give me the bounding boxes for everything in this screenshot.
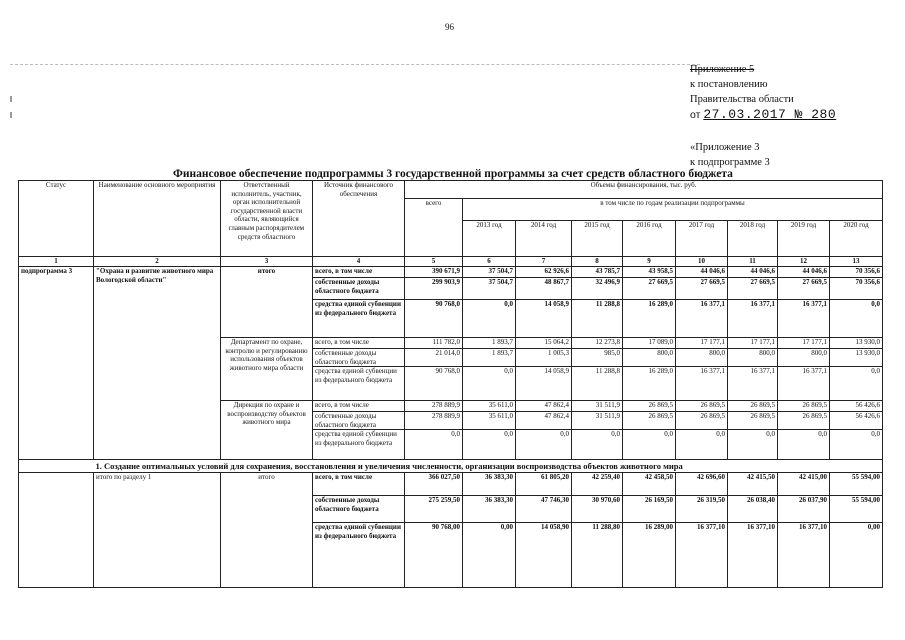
value-cell: 11 288,80 [572, 523, 623, 588]
scan-margin-mark [10, 96, 12, 102]
executor-cell: Дирекция по охране и воспроизводству объектов животного мира [221, 401, 313, 460]
value-cell: 30 970,60 [572, 496, 623, 523]
source-cell: всего, в том числе [313, 267, 405, 278]
value-cell: 62 926,6 [516, 267, 572, 278]
sub-appendix-line: «Приложение 3 [690, 142, 760, 153]
source-cell: собственные доходы областного бюджета [313, 349, 405, 367]
column-number: 13 [830, 257, 883, 267]
header-year: 2016 год [623, 221, 676, 257]
value-cell: 111 782,0 [405, 338, 463, 349]
source-cell: собственные доходы областного бюджета [313, 496, 405, 523]
value-cell: 16 377,1 [728, 367, 778, 401]
value-cell: 56 426,6 [830, 412, 883, 430]
column-number: 10 [676, 257, 728, 267]
value-cell: 0,0 [516, 430, 572, 460]
value-cell: 17 177,1 [728, 338, 778, 349]
value-cell: 16 377,10 [778, 523, 830, 588]
value-cell: 27 669,5 [676, 278, 728, 300]
value-cell: 26 869,5 [778, 412, 830, 430]
value-cell: 61 805,20 [516, 473, 572, 496]
header-source: Источник финансового обеспечения [313, 181, 405, 257]
column-number: 1 [19, 257, 94, 267]
source-cell: средства единой субвенции из федерального бюджета [313, 300, 405, 338]
value-cell: 0,0 [830, 430, 883, 460]
value-cell: 56 426,6 [830, 401, 883, 412]
document-title: Финансовое обеспечение подпрограммы 3 государственной программы за счет средств областного бюджета [173, 168, 733, 180]
value-cell: 32 496,9 [572, 278, 623, 300]
header-by-years: в том числе по годам реализации подпрограммы [463, 199, 883, 221]
source-cell: средства единой субвенции из федерального бюджета [313, 430, 405, 460]
source-cell: собственные доходы областного бюджета [313, 278, 405, 300]
value-cell: 11 288,8 [572, 367, 623, 401]
appendix-line: Правительства области [690, 94, 794, 105]
column-number: 11 [728, 257, 778, 267]
value-cell: 26 869,5 [623, 401, 676, 412]
source-cell: всего, в том числе [313, 473, 405, 496]
value-cell: 16 377,1 [778, 367, 830, 401]
value-cell: 0,0 [463, 430, 516, 460]
value-cell: 47 862,4 [516, 412, 572, 430]
value-cell: 70 356,6 [830, 267, 883, 278]
value-cell: 0,0 [405, 430, 463, 460]
executor-cell: итого [221, 267, 313, 338]
column-number: 4 [313, 257, 405, 267]
value-cell: 0,0 [572, 430, 623, 460]
column-number: 7 [516, 257, 572, 267]
scan-margin-mark [10, 112, 12, 118]
column-number: 9 [623, 257, 676, 267]
value-cell: 36 383,30 [463, 473, 516, 496]
appendix-date-row [690, 107, 836, 123]
value-cell: 27 669,5 [778, 278, 830, 300]
header-year: 2018 год [728, 221, 778, 257]
value-cell: 278 889,9 [405, 401, 463, 412]
value-cell: 27 669,5 [623, 278, 676, 300]
value-cell: 37 504,7 [463, 278, 516, 300]
value-cell: 42 696,60 [676, 473, 728, 496]
value-cell: 26 037,90 [778, 496, 830, 523]
value-cell: 366 027,50 [405, 473, 463, 496]
value-cell: 55 594,00 [830, 473, 883, 496]
value-cell: 0,0 [778, 430, 830, 460]
value-cell: 13 930,0 [830, 338, 883, 349]
appendix-header [690, 62, 836, 123]
value-cell: 800,0 [676, 349, 728, 367]
header-year: 2020 год [830, 221, 883, 257]
sub-appendix-line: к подпрограмме 3 [690, 157, 770, 168]
value-cell: 90 768,0 [405, 367, 463, 401]
value-cell: 35 611,0 [463, 412, 516, 430]
value-cell: 0,0 [623, 430, 676, 460]
header-event-name: Наименование основного мероприятия [94, 181, 221, 257]
event-cell: итого по разделу 1 [94, 473, 221, 588]
value-cell: 11 288,8 [572, 300, 623, 338]
value-cell: 16 377,10 [728, 523, 778, 588]
sub-appendix-header [690, 140, 770, 170]
column-number: 8 [572, 257, 623, 267]
value-cell: 37 504,7 [463, 267, 516, 278]
value-cell: 16 289,0 [623, 300, 676, 338]
value-cell: 26 869,5 [728, 401, 778, 412]
value-cell: 42 259,40 [572, 473, 623, 496]
executor-cell: итого [221, 473, 313, 588]
appendix-date-prefix: от [690, 109, 701, 121]
executor-cell: Департамент по охране, контролю и регулированию использования объектов животного мира области [221, 338, 313, 401]
value-cell: 31 511,9 [572, 401, 623, 412]
value-cell: 16 377,1 [676, 367, 728, 401]
value-cell: 16 289,00 [623, 523, 676, 588]
header-volumes: Объемы финансирования, тыс. руб. [405, 181, 883, 199]
value-cell: 800,0 [778, 349, 830, 367]
value-cell: 16 377,1 [728, 300, 778, 338]
source-cell: всего, в том числе [313, 401, 405, 412]
status-cell: подпрограмма 3 [19, 267, 94, 460]
column-number: 5 [405, 257, 463, 267]
value-cell: 17 089,0 [623, 338, 676, 349]
value-cell: 44 046,6 [728, 267, 778, 278]
value-cell: 43 958,5 [623, 267, 676, 278]
value-cell: 26 169,50 [623, 496, 676, 523]
value-cell: 1 005,3 [516, 349, 572, 367]
value-cell: 26 869,5 [728, 412, 778, 430]
header-year: 2017 год [676, 221, 728, 257]
event-cell: "Охрана и развитие животного мира Вологодской области" [94, 267, 221, 460]
value-cell: 21 014,0 [405, 349, 463, 367]
value-cell: 0,0 [676, 430, 728, 460]
value-cell: 16 377,10 [676, 523, 728, 588]
value-cell: 42 415,00 [778, 473, 830, 496]
value-cell: 0,0 [728, 430, 778, 460]
value-cell: 0,0 [463, 300, 516, 338]
value-cell: 16 377,1 [778, 300, 830, 338]
header-year: 2013 год [463, 221, 516, 257]
value-cell: 48 867,7 [516, 278, 572, 300]
value-cell: 47 862,4 [516, 401, 572, 412]
value-cell: 299 903,9 [405, 278, 463, 300]
value-cell: 14 058,9 [516, 367, 572, 401]
value-cell: 42 458,50 [623, 473, 676, 496]
value-cell: 26 319,50 [676, 496, 728, 523]
column-number: 12 [778, 257, 830, 267]
value-cell: 13 930,0 [830, 349, 883, 367]
value-cell: 35 611,0 [463, 401, 516, 412]
value-cell: 90 768,00 [405, 523, 463, 588]
value-cell: 15 064,2 [516, 338, 572, 349]
value-cell: 14 058,9 [516, 300, 572, 338]
source-cell: средства единой субвенции из федерального бюджета [313, 367, 405, 401]
value-cell: 16 377,1 [676, 300, 728, 338]
value-cell: 12 273,8 [572, 338, 623, 349]
value-cell: 0,0 [463, 367, 516, 401]
value-cell: 0,00 [830, 523, 883, 588]
value-cell: 1 893,7 [463, 338, 516, 349]
scan-dashed-line [10, 64, 700, 65]
value-cell: 26 869,5 [778, 401, 830, 412]
value-cell: 16 289,0 [623, 367, 676, 401]
value-cell: 0,0 [830, 300, 883, 338]
value-cell: 43 785,7 [572, 267, 623, 278]
column-number: 2 [94, 257, 221, 267]
value-cell: 44 046,6 [778, 267, 830, 278]
value-cell: 90 768,0 [405, 300, 463, 338]
header-year: 2014 год [516, 221, 572, 257]
appendix-date: 27.03.2017 № 280 [703, 107, 837, 122]
value-cell: 0,0 [830, 367, 883, 401]
page-number: 96 [445, 22, 454, 32]
value-cell: 1 893,7 [463, 349, 516, 367]
source-cell: собственные доходы областного бюджета [313, 412, 405, 430]
value-cell: 390 671,9 [405, 267, 463, 278]
value-cell: 31 511,9 [572, 412, 623, 430]
header-status: Статус [19, 181, 94, 257]
value-cell: 800,0 [728, 349, 778, 367]
value-cell: 26 869,5 [676, 401, 728, 412]
header-total: всего [405, 199, 463, 257]
value-cell: 26 869,5 [676, 412, 728, 430]
value-cell: 55 594,00 [830, 496, 883, 523]
value-cell: 26 038,40 [728, 496, 778, 523]
header-executor: Ответственный исполнитель, участник, орган исполнительной государственной власти области, являющийся главным распорядителем средств областного [221, 181, 313, 257]
value-cell: 70 356,6 [830, 278, 883, 300]
value-cell: 985,0 [572, 349, 623, 367]
value-cell: 44 046,6 [676, 267, 728, 278]
value-cell: 42 415,50 [728, 473, 778, 496]
status-cell [19, 473, 94, 588]
value-cell: 278 889,9 [405, 412, 463, 430]
value-cell: 36 383,30 [463, 496, 516, 523]
source-cell: средства единой субвенции из федерального бюджета [313, 523, 405, 588]
header-year: 2015 год [572, 221, 623, 257]
financing-table [18, 180, 883, 588]
section-title: 1. Создание оптимальных условий для сохранения, восстановления и увеличения численности, организации воспроизводства объектов животного мира [94, 460, 883, 473]
appendix-title: Приложение 5 [690, 64, 755, 75]
value-cell: 800,0 [623, 349, 676, 367]
value-cell: 17 177,1 [778, 338, 830, 349]
value-cell: 27 669,5 [728, 278, 778, 300]
column-number: 3 [221, 257, 313, 267]
value-cell: 275 259,50 [405, 496, 463, 523]
source-cell: всего, в том числе [313, 338, 405, 349]
column-number: 6 [463, 257, 516, 267]
appendix-line: к постановлению [690, 79, 768, 90]
value-cell: 14 058,90 [516, 523, 572, 588]
header-year: 2019 год [778, 221, 830, 257]
value-cell: 47 746,30 [516, 496, 572, 523]
value-cell: 26 869,5 [623, 412, 676, 430]
value-cell: 17 177,1 [676, 338, 728, 349]
value-cell: 0,00 [463, 523, 516, 588]
